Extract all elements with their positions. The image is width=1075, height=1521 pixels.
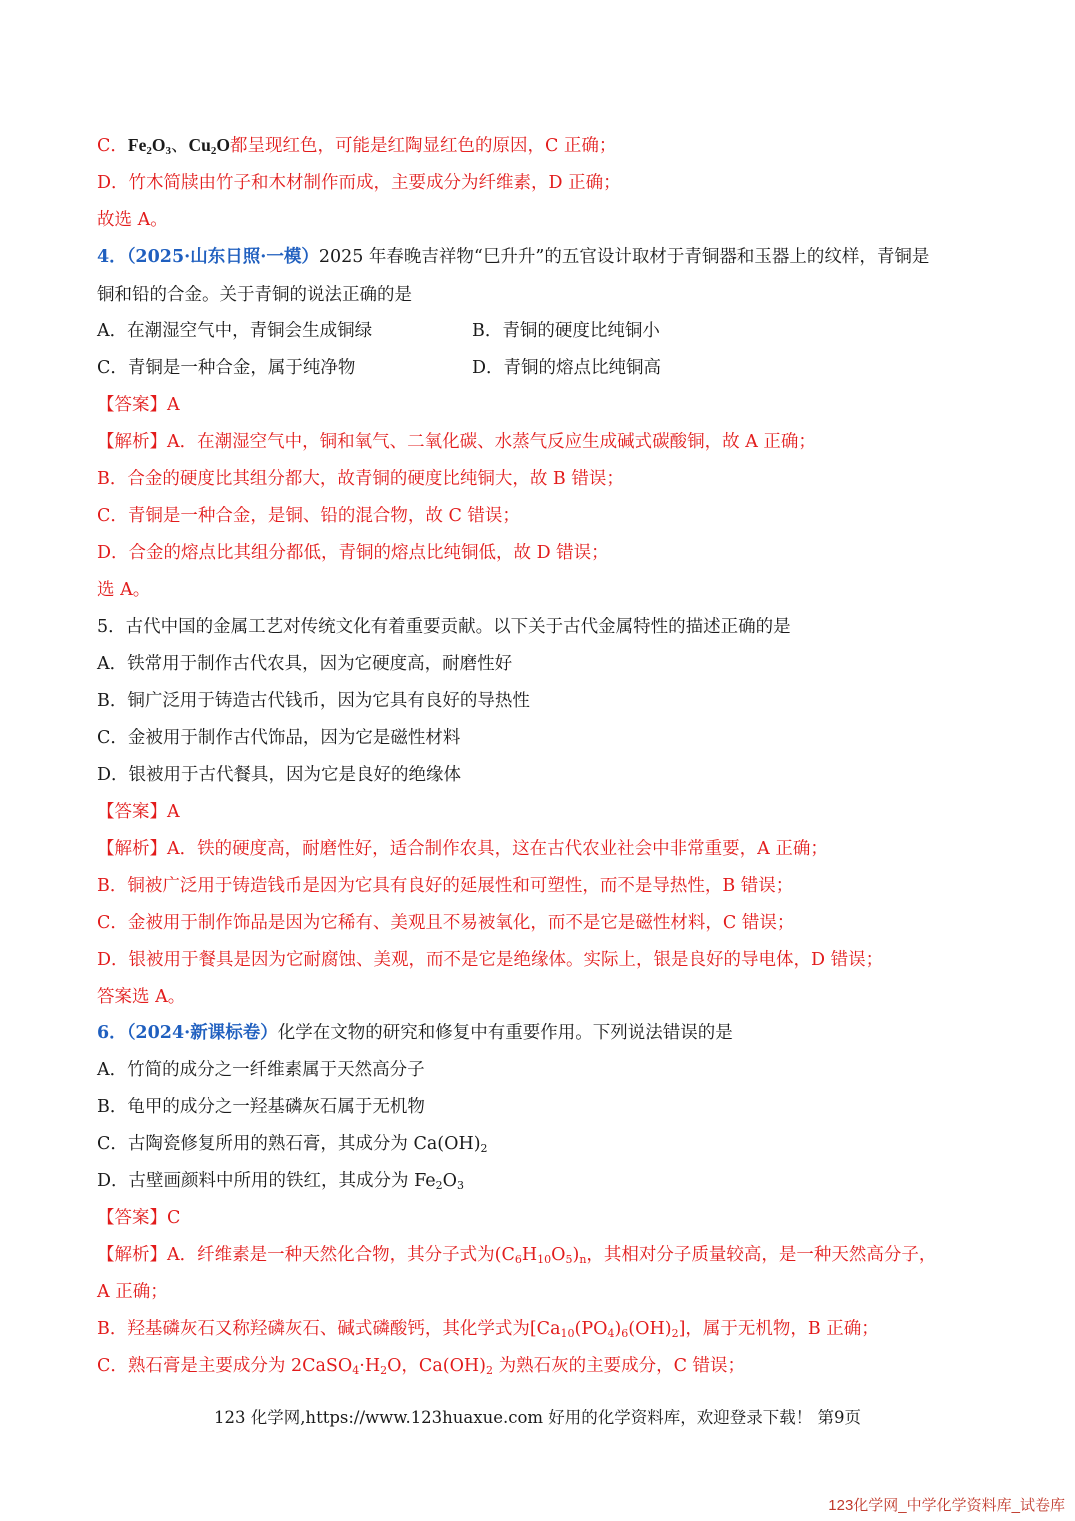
option-c: C．金被用于制作古代饰品，因为它是磁性材料 (97, 728, 461, 748)
option-d: D．银被用于古代餐具，因为它是良好的绝缘体 (97, 765, 462, 785)
answer-select-line: 故选 A。 (97, 210, 168, 230)
answer-label: 【答案】A (97, 802, 180, 822)
option-b: B．龟甲的成分之一羟基磷灰石属于无机物 (97, 1097, 425, 1117)
question-4-stem: 4．（2025·山东日照·一模）2025 年春晚吉祥物“巳升升”的五官设计取材于青铜器和玉器上的纹样，青铜是 (97, 247, 930, 267)
explanation-line: C．熟石膏是主要成分为 $2CaSO_4\cdot H_2O$，$Ca(OH)_2$ 为熟石灰的主要成分，C 错误； (97, 1356, 746, 1377)
explanation-line: D．银被用于餐具是因为它耐腐蚀、美观，而不是它是绝缘体。实际上，银是良好的导电体，D 错误； (97, 950, 884, 970)
option-a: A．在潮湿空气中，青铜会生成铜绿 (97, 321, 373, 341)
explanation-line: D．合金的熔点比其组分都低，青铜的熔点比纯铜低，故 D 错误； (97, 543, 609, 563)
answer-select-line: 选 A。 (97, 580, 151, 600)
site-watermark: 123化学网_中学化学资料库_试卷库 (828, 1497, 1065, 1514)
option-d: D．青铜的熔点比纯铜高 (472, 358, 662, 378)
answer-label: 【答案】C (97, 1208, 181, 1228)
explanation-line: C．金被用于制作饰品是因为它稀有、美观且不易被氧化，而不是它是磁性材料，C 错误； (97, 913, 795, 933)
question-4-options-row2 (97, 356, 997, 380)
explanation-line: D．竹木简牍由竹子和木材制作而成，主要成分为纤维素，D 正确； (97, 173, 621, 193)
explanation-line: 【解析】A．在潮湿空气中，铜和氧气、二氧化碳、水蒸气反应生成碱式碳酸铜，故 A 正确； (97, 432, 816, 452)
option-a: A．铁常用于制作古代农具，因为它硬度高，耐磨性好 (97, 654, 513, 674)
option-a: A．竹简的成分之一纤维素属于天然高分子 (97, 1060, 425, 1080)
explanation-line: C．青铜是一种合金，是铜、铅的混合物，故 C 错误； (97, 506, 520, 526)
explanation-line: A 正确； (97, 1282, 168, 1302)
question-5-stem: 5．古代中国的金属工艺对传统文化有着重要贡献。以下关于古代金属特性的描述正确的是 (97, 617, 791, 637)
explanation-line: C．$Fe_2O_3$、$Cu_2O$都呈现红色，可能是红陶显红色的原因，C 正确； (97, 135, 617, 157)
page-footer: 123 化学网,https://www.123huaxue.com 好用的化学资料库，欢迎登录下载！ 第9页 (213, 1408, 862, 1427)
explanation-line: 【解析】A．纤维素是一种天然化合物，其分子式为$(C_6H_{10}O_5)_n$，其相对分子质量较高，是一种天然高分子， (97, 1245, 937, 1266)
option-c: C．青铜是一种合金，属于纯净物 (97, 358, 356, 378)
question-4-options-row1 (97, 319, 997, 343)
question-source: （2025·山东日照·一模） (126, 247, 319, 267)
answer-select-line: 答案选 A。 (97, 987, 186, 1007)
question-4-stem-cont: 铜和铅的合金。关于青铜的说法正确的是 (97, 285, 412, 305)
question-6-stem: 6．（2024·新课标卷）化学在文物的研究和修复中有重要作用。下列说法错误的是 (97, 1023, 733, 1043)
option-d: D．古壁画颜料中所用的铁红，其成分为 $Fe_2O_3$ (97, 1171, 464, 1192)
explanation-line: B．合金的硬度比其组分都大，故青铜的硬度比纯铜大，故 B 错误； (97, 469, 624, 489)
option-b: B．铜广泛用于铸造古代钱币，因为它具有良好的导热性 (97, 691, 530, 711)
explanation-line: 【解析】A．铁的硬度高，耐磨性好，适合制作农具，这在古代农业社会中非常重要，A 正确； (97, 839, 828, 859)
question-source: （2024·新课标卷） (126, 1023, 278, 1043)
explanation-line: B．羟基磷灰石又称羟磷灰石、碱式磷酸钙，其化学式为$[Ca_{10}(PO_4)_6(OH)_2]$，属于无机物，B 正确； (97, 1319, 879, 1340)
option-b: B．青铜的硬度比纯铜小 (472, 321, 660, 341)
option-c: C．古陶瓷修复所用的熟石膏，其成分为 $Ca(OH)_2$ (97, 1134, 488, 1155)
explanation-line: B．铜被广泛用于铸造钱币是因为它具有良好的延展性和可塑性，而不是导热性，B 错误； (97, 876, 794, 896)
answer-label: 【答案】A (97, 395, 180, 415)
